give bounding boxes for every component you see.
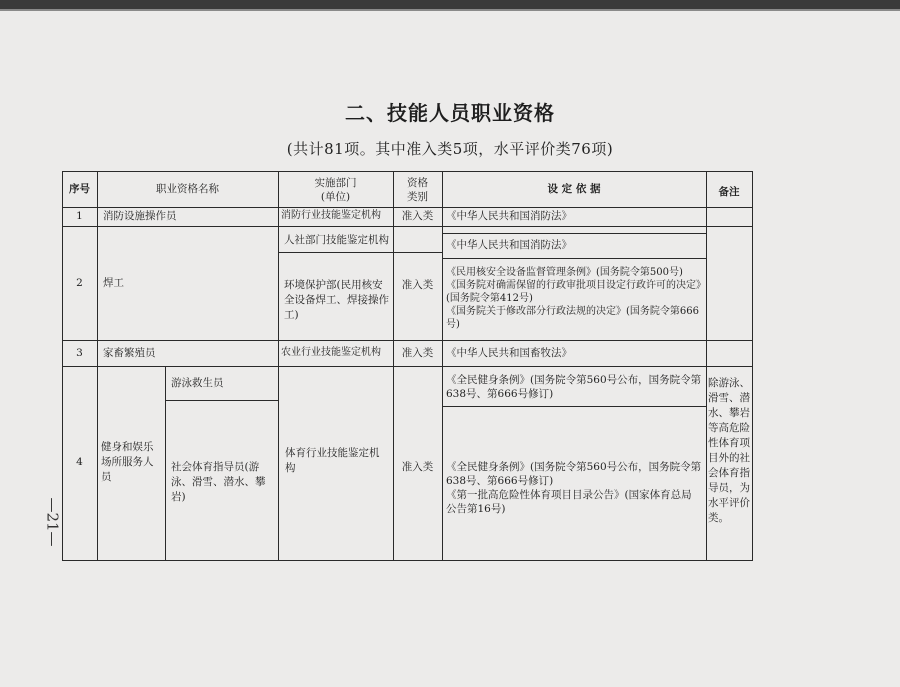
row-no: 1 [76, 210, 83, 222]
scan-top-edge [0, 0, 900, 9]
header-dept: 实施部门 (单位) [314, 177, 357, 203]
page-number-text: —21— [43, 497, 62, 547]
row-basis-b: 《民用核安全设备监督管理条例》(国务院令第500号) 《国务院对确需保留的行政审批项目设定行政许可的决定》(国务院令第412号) 《国务院关于修改部分行政法规的决定》(国务院令第666号) [446, 267, 701, 330]
row-no: 2 [76, 277, 83, 289]
page-number [28, 497, 62, 547]
row-sub-b: 社会体育指导员(游泳、滑雪、潜水、攀岩) [171, 461, 266, 503]
header-type: 资格 类别 [407, 177, 428, 203]
row-basis-a: 《全民健身条例》(国务院令第560号公布，国务院令第638号、第666号修订) [446, 374, 702, 400]
row-type: 准入类 [401, 279, 434, 291]
row-name: 消防设施操作员 [103, 210, 177, 222]
row-type: 准入类 [401, 210, 434, 222]
row-no: 3 [76, 347, 83, 359]
row-basis-b: 《全民健身条例》(国务院令第560号公布，国务院令第638号、第666号修订) 《第一批高危险性体育项目目录公告》(国家体育总局公告第16号) [446, 461, 702, 515]
row-name: 健身和娱乐场所服务人员 [101, 441, 154, 483]
scan-top-edge-shadow [0, 9, 900, 11]
header-note: 备注 [718, 186, 740, 198]
row-dept: 体育行业技能鉴定机构 [285, 447, 380, 474]
header-name: 职业资格名称 [156, 183, 219, 195]
row-dept-a: 人社部门技能鉴定机构 [284, 234, 389, 246]
row-dept: 农业行业技能鉴定机构 [281, 347, 381, 358]
row-name: 焊工 [103, 277, 124, 289]
row-sub-a: 游泳救生员 [171, 377, 224, 389]
row-basis-a: 《中华人民共和国消防法》 [446, 239, 572, 251]
row-no: 4 [76, 456, 83, 468]
row-basis: 《中华人民共和国消防法》 [446, 210, 572, 222]
header-basis: 设 定 依 据 [547, 183, 601, 195]
row-note: 除游泳、滑雪、潜水、攀岩等高危险性体育项目外的社会体育指导员，为水平评价类。 [708, 377, 750, 524]
row-dept-b: 环境保护部(民用核安全设备焊工、焊接操作工) [284, 279, 389, 321]
row-type: 准入类 [401, 461, 434, 473]
row-type: 准入类 [401, 347, 434, 359]
row-name: 家畜繁殖员 [103, 347, 156, 359]
header-no: 序号 [69, 183, 90, 195]
page-title: 二、技能人员职业资格 [345, 101, 555, 125]
page-subtitle: (共计81项。其中准入类5项，水平评价类76项) [286, 140, 614, 158]
row-basis: 《中华人民共和国畜牧法》 [446, 347, 572, 359]
row-dept: 消防行业技能鉴定机构 [281, 210, 381, 221]
